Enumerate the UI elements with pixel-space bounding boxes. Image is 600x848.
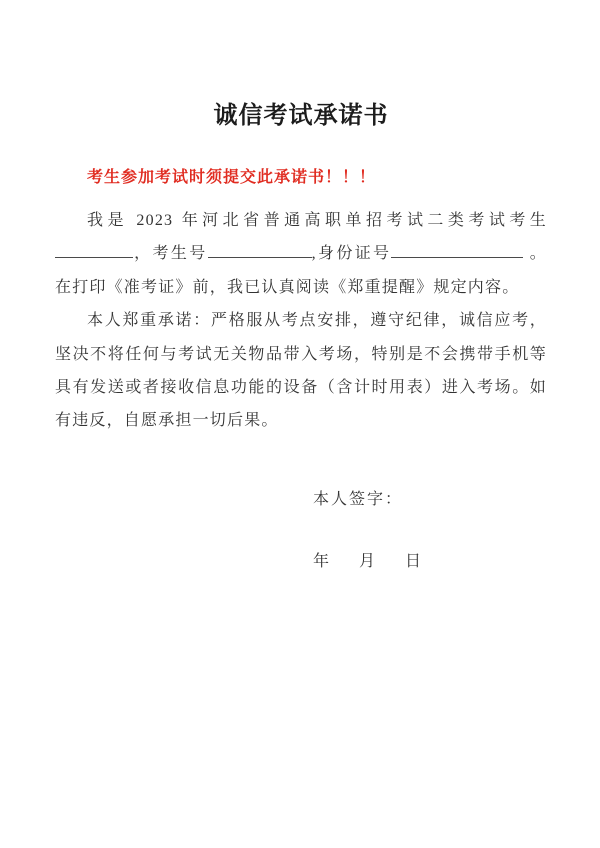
date-line — [313, 545, 547, 578]
paragraph-commitment: 本人郑重承诺：严格服从考点安排，遵守纪律，诚信应考，坚决不将任何与考试无关物品带入考场，特别是不会携带手机等具有发送或者接收信息功能的设备（含计时用表）进入考场。如有违反，自愿承担一切后果。 — [55, 312, 547, 430]
date-year-label: 年 — [313, 552, 330, 570]
page-title: 诚信考试承诺书 — [213, 102, 389, 129]
exam-number-blank-field[interactable] — [208, 242, 312, 258]
date-month-label: 月 — [359, 552, 376, 570]
paragraph-identity-text-2: ，考生号 — [133, 245, 208, 263]
red-notice-line: 考生参加考试时须提交此承诺书！！！ — [87, 169, 377, 186]
paragraph-identity-text-4: 。在打印《准考证》前，我已认真阅读《郑重提醒》规定内容。 — [55, 245, 547, 296]
signature-label[interactable]: 本人签字： — [313, 490, 404, 508]
paragraph-identity — [55, 204, 547, 304]
candidate-name-blank-field[interactable] — [55, 242, 133, 258]
paragraph-identity-text-3: ,身份证号 — [311, 245, 392, 263]
paragraph-identity-text-1: 我是 2023 年河北省普通高职单招考试二类考试考生 — [87, 212, 547, 229]
date-day-label: 日 — [405, 552, 422, 570]
id-number-blank-field[interactable] — [391, 242, 523, 258]
